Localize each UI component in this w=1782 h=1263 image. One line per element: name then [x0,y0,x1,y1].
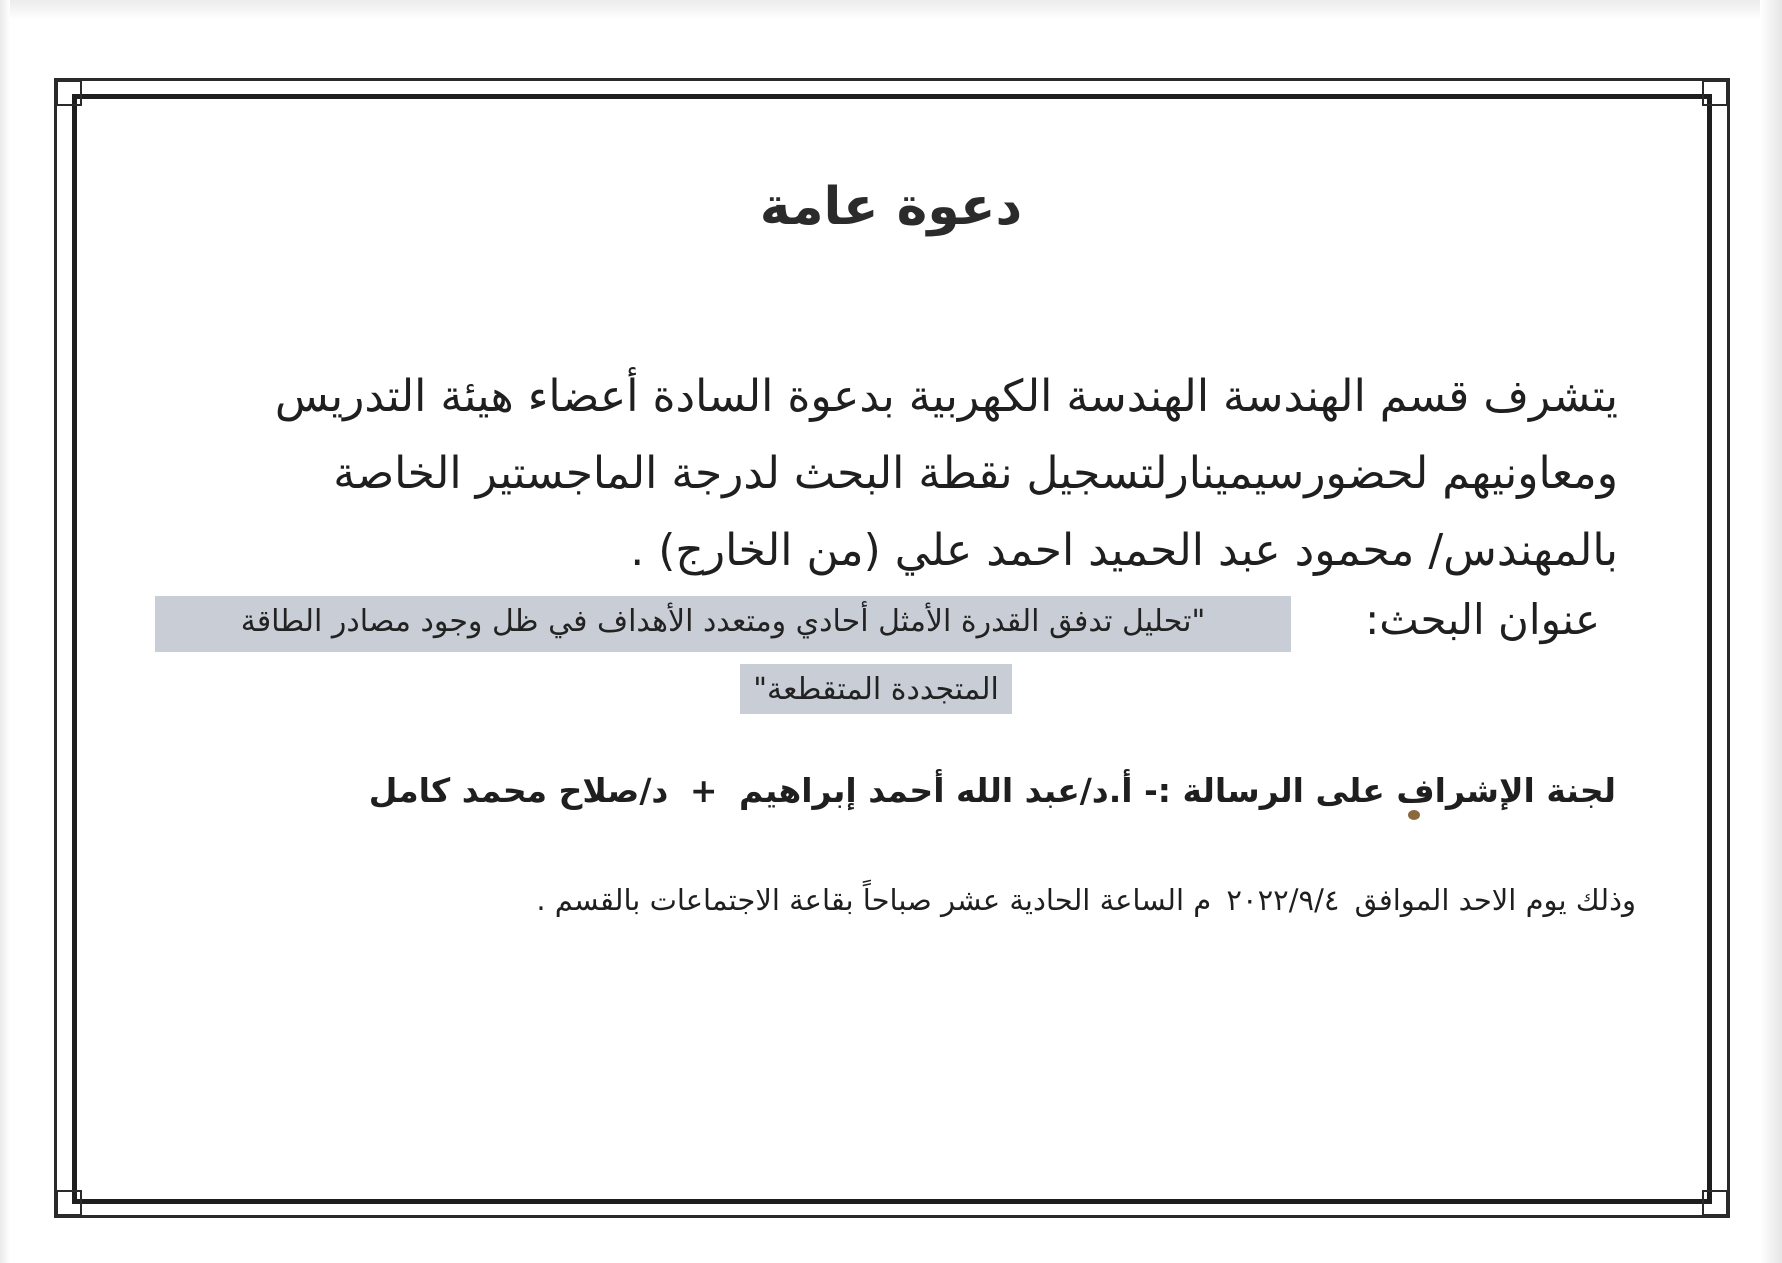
body-line: ومعاونيهم لحضورسيمينارلتسجيل نقطة البحث لدرجة الماجستير الخاصة [333,448,1618,499]
research-title-label: عنوان البحث: [1365,595,1600,644]
supervisor-2: د/صلاح محمد كامل [368,771,669,810]
invitation-body [138,358,1618,589]
schedule-suffix: م الساعة الحادية عشر صباحاً بقاعة الاجتماعات بالقسم . [536,883,1212,917]
schedule-date: ٢٠٢٢/٩/٤ [1226,883,1340,917]
frame-corner-ornament [1702,80,1728,106]
schedule-prefix: وذلك يوم الاحد الموافق [1354,883,1636,917]
scan-edge-top [0,0,1782,20]
supervision-committee [369,766,1616,816]
body-line: بالمهندس/ محمود عبد الحميد احمد علي (من الخارج) . [630,525,1618,576]
seminar-schedule [536,876,1636,924]
committee-label: لجنة الإشراف على الرسالة :- [1144,771,1616,810]
supervisor-separator: + [689,771,718,810]
supervisor-1: أ.د/عبد الله أحمد إبراهيم [738,771,1133,810]
body-line: يتشرف قسم الهندسة الهندسة الكهربية بدعوة السادة أعضاء هيئة التدريس [274,371,1618,422]
research-title-highlight-line-2: المتجددة المتقطعة" [740,664,1012,714]
invitation-title: دعوة عامة [759,177,1023,237]
ink-smudge [1408,810,1420,820]
frame-corner-ornament [1702,1190,1728,1216]
frame-corner-ornament [56,1190,82,1216]
frame-corner-ornament [56,80,82,106]
research-title-highlight-line-1: "تحليل تدفق القدرة الأمثل أحادي ومتعدد الأهداف في ظل وجود مصادر الطاقة [155,596,1291,652]
